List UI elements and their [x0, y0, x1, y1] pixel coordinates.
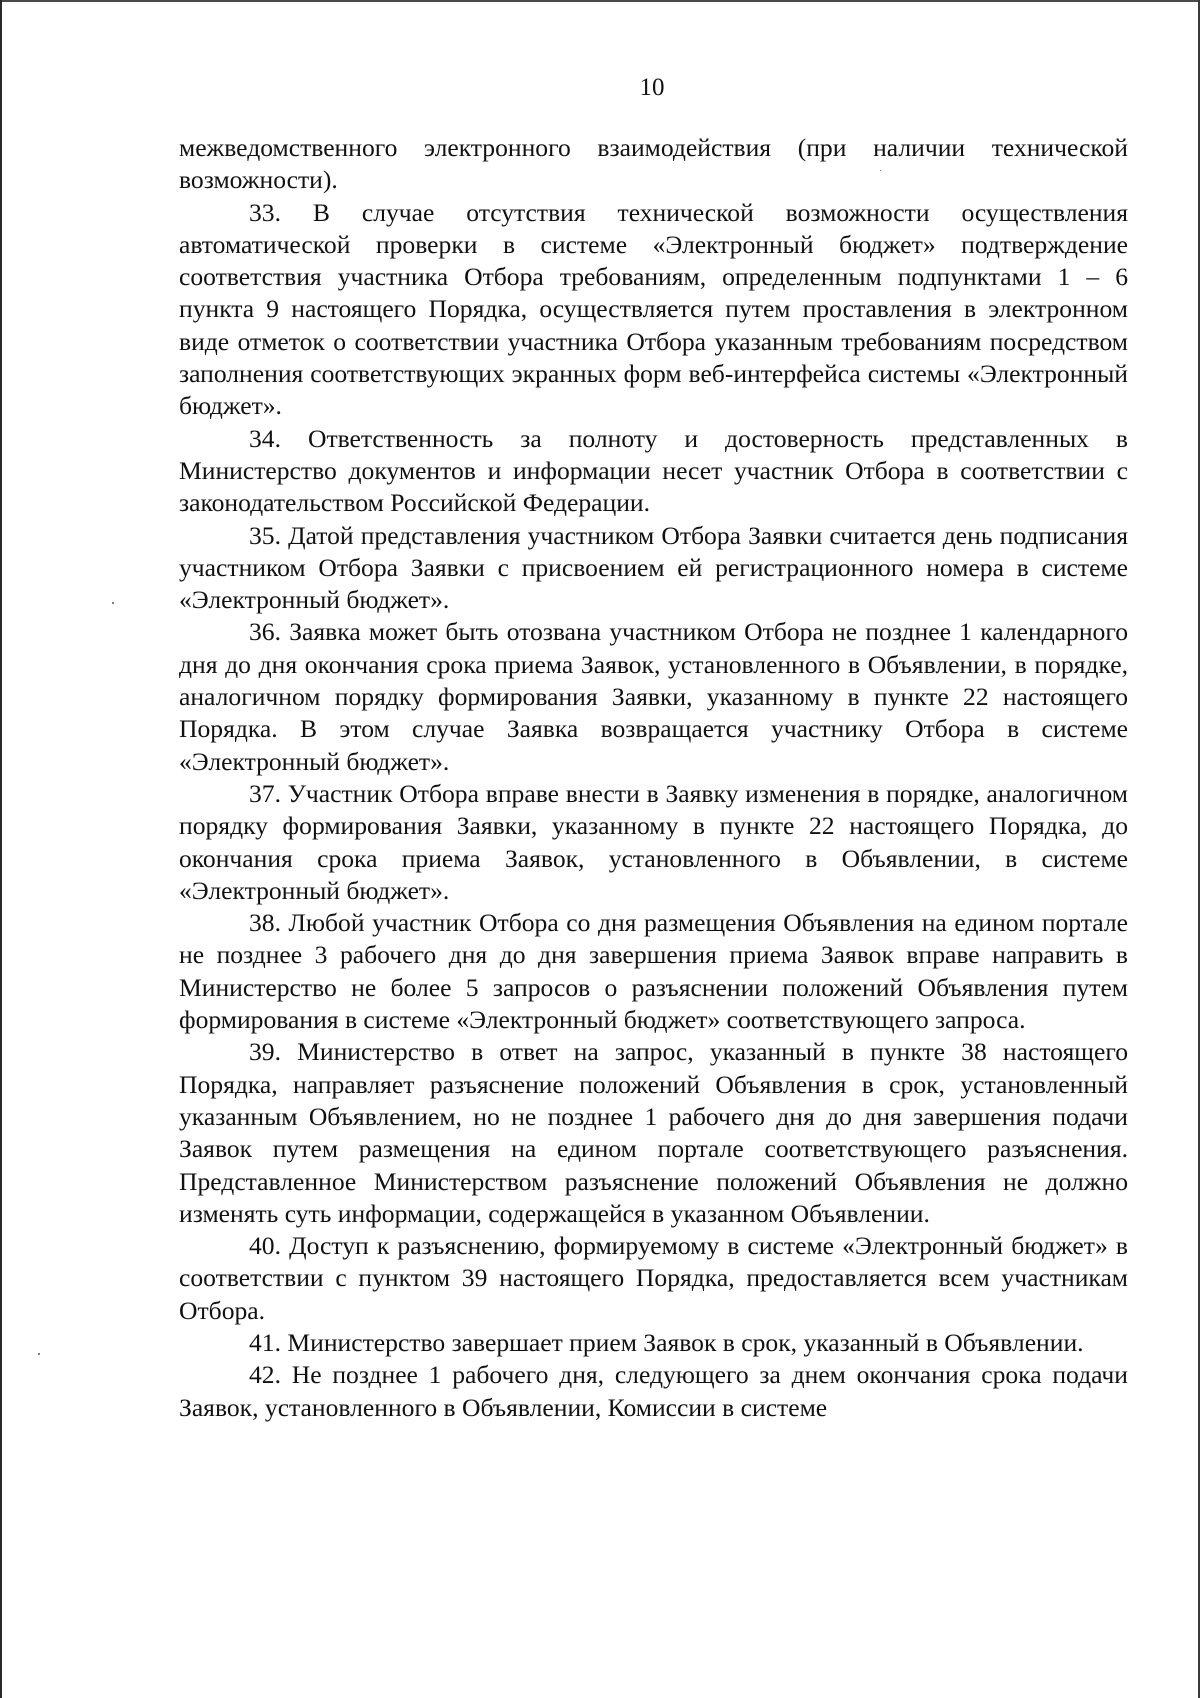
page-number: 10	[639, 74, 665, 101]
paragraph-34: 34. Ответственность за полноту и достоверность представленных в Министерство документов и информации несет участник Отбора в соответствии с законодательством Российской Федерации.	[179, 423, 1128, 518]
scan-top-edge	[0, 0, 1200, 2]
scan-speck	[112, 602, 114, 604]
scan-speck	[38, 1353, 40, 1355]
document-body	[179, 132, 1128, 1424]
paragraph-continuation: межведомственного электронного взаимодействия (при наличии технической возможности).	[179, 133, 1128, 195]
paragraph-35: 35. Датой представления участником Отбора Заявки считается день подписания участником Отбора Заявки с присвоением ей регистрационного номера в системе «Электронный бюджет».	[179, 520, 1128, 615]
scan-left-edge	[0, 0, 2, 1698]
paragraph-37: 37. Участник Отбора вправе внести в Заявку изменения в порядке, аналогичном порядку формирования Заявки, указанному в пункте 22 настоящего Порядка, до окончания срока приема Заявок, установленного в Объявлении, в системе «Электронный бюджет».	[179, 778, 1128, 905]
paragraph-40: 40. Доступ к разъяснению, формируемому в системе «Электронный бюджет» в соответствии с пунктом 39 настоящего Порядка, предоставляется всем участникам Отбора.	[179, 1231, 1128, 1325]
paragraph-42: 42. Не позднее 1 рабочего дня, следующего за днем окончания срока подачи Заявок, установленного в Объявлении, Комиссии в системе	[179, 1360, 1128, 1422]
paragraph-38: 38. Любой участник Отбора со дня размещения Объявления на едином портале не позднее 3 рабочего дня до дня завершения приема Заявок вправе направить в Министерство не более 5 запросов о разъяснении положений Объявления путем формирования в системе «Электронный бюджет» соответствующего запроса.	[179, 908, 1128, 1035]
paragraph-33: 33. В случае отсутствия технической возможности осуществления автоматической проверки в системе «Электронный бюджет» подтверждение соответствия участника Отбора требованиям, определенным подпунктами 1 – 6 пункта 9 настоящего Порядка, осуществляется путем проставления в электронном виде отметок о соответствии участника Отбора указанным требованиям посредством заполнения соответствующих экранных форм веб-интерфейса системы «Электронный бюджет».	[179, 197, 1128, 421]
scan-speck	[880, 170, 881, 171]
paragraph-39: 39. Министерство в ответ на запрос, указанный в пункте 38 настоящего Порядка, направляет разъяснение положений Объявления в срок, установленный указанным Объявлением, но не позднее 1 рабочего дня до дня завершения подачи Заявок путем размещения на едином портале соответствующего разъяснения. Представленное Министерством разъяснение положений Объявления не должно изменять суть информации, содержащейся в указанном Объявлении.	[179, 1037, 1128, 1228]
paragraph-36: 36. Заявка может быть отозвана участником Отбора не позднее 1 календарного дня до дня окончания срока приема Заявок, установленного в Объявлении, в порядке, аналогичном порядку формирования Заявки, указанному в пункте 22 настоящего Порядка. В этом случае Заявка возвращается участнику Отбора в системе «Электронный бюджет».	[179, 617, 1128, 776]
paragraph-41: 41. Министерство завершает прием Заявок в срок, указанный в Объявлении.	[249, 1327, 1084, 1357]
